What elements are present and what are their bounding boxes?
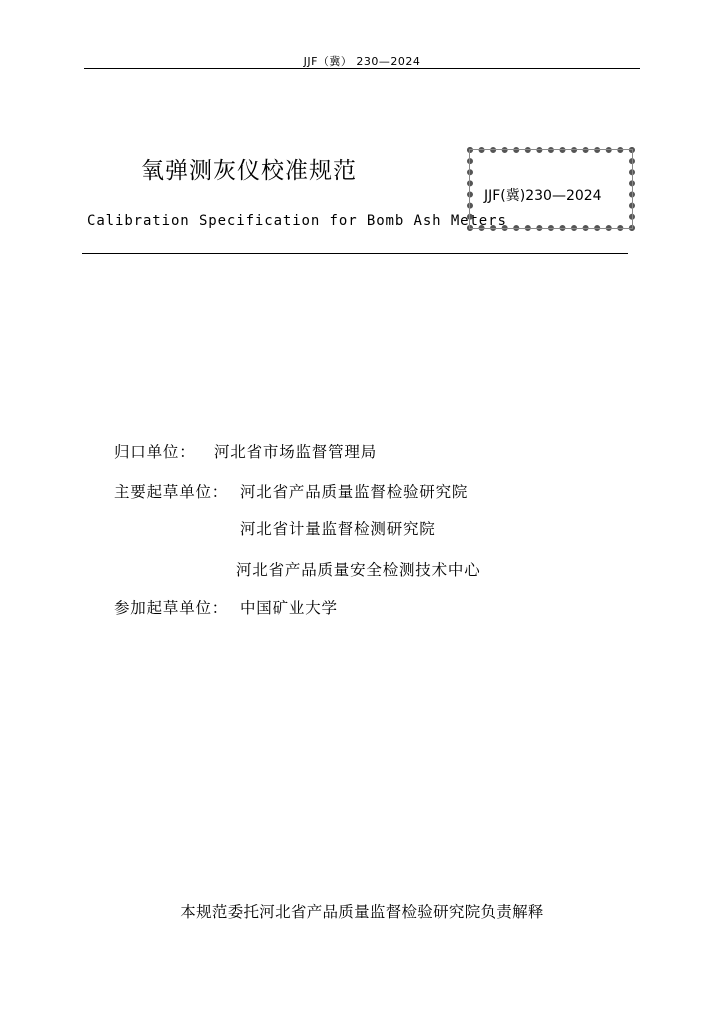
title-chinese: 氧弹测灰仪校准规范 [141,158,357,184]
main-drafter-1: 河北省产品质量监督检验研究院 [240,483,469,501]
header-rule [84,68,640,69]
interpretation-note: 本规范委托河北省产品质量监督检验研究院负责解释 [180,903,544,921]
responsible-unit-label: 归口单位： [114,443,196,461]
participating-drafter-value: 中国矿业大学 [240,599,338,617]
header-code: JJF（冀） 230—2024 [303,55,421,68]
main-drafter-3: 河北省产品质量安全检测技术中心 [236,561,481,579]
title-english: Calibration Specification for Bomb Ash Meters [87,213,507,229]
title-rule [82,253,628,254]
code-box-text: JJF(冀)230—2024 [484,188,602,204]
responsible-unit-value: 河北省市场监督管理局 [214,443,378,461]
participating-drafters-label: 参加起草单位： [114,599,229,617]
main-drafters-label: 主要起草单位： [114,483,229,501]
main-drafter-2: 河北省计量监督检测研究院 [240,520,436,538]
